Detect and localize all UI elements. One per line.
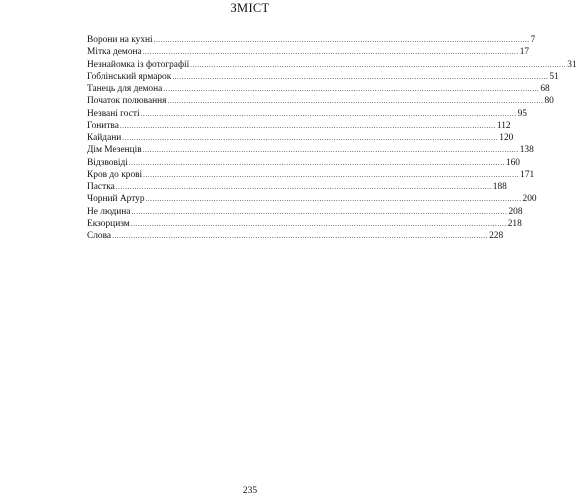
toc-entry bbox=[87, 181, 507, 193]
toc-entry-page: 188 bbox=[492, 182, 507, 192]
toc-entry bbox=[87, 95, 554, 107]
toc-leader-dots: ................................................................................................................................................................ bbox=[153, 36, 530, 44]
toc-entry-page: 228 bbox=[489, 231, 504, 241]
toc-entry bbox=[87, 59, 577, 71]
toc-entry-page: 17 bbox=[519, 47, 530, 58]
toc-entry-title: Початок полювання bbox=[87, 96, 167, 107]
toc-entry-title: Дім Мезенців bbox=[87, 145, 142, 156]
toc-entry-title: Мітка демона bbox=[87, 47, 142, 58]
toc-entry-title: Кров до крові bbox=[87, 169, 143, 180]
contents-heading: ЗМІСТ bbox=[230, 1, 270, 15]
toc-leader-dots: ................................................................................................................................................................ bbox=[140, 109, 517, 118]
toc-entry bbox=[87, 193, 537, 205]
page-number: 235 bbox=[242, 486, 258, 496]
toc-entry bbox=[87, 83, 550, 95]
toc-leader-dots: ................................................................................................................................................................ bbox=[145, 195, 522, 204]
toc-leader-dots: ................................................................................................................................................................ bbox=[172, 72, 549, 81]
toc-entry-title: Слова bbox=[87, 231, 112, 241]
toc-leader-dots: ................................................................................................................................................................ bbox=[142, 48, 519, 57]
toc-entry-page: 31 bbox=[567, 59, 577, 70]
toc-entry bbox=[87, 46, 530, 58]
toc-entry-title: Не людина bbox=[87, 206, 131, 217]
toc-leader-dots: ................................................................................................................................................................ bbox=[142, 146, 519, 155]
toc-entry-page: 120 bbox=[499, 133, 514, 143]
toc-entry-title: Гоблінський ярмарок bbox=[87, 71, 172, 82]
toc-leader-dots: ................................................................................................................................................................ bbox=[115, 183, 492, 191]
toc-entry bbox=[87, 120, 511, 132]
toc-entry-page: 68 bbox=[540, 84, 550, 94]
toc-entry-page: 160 bbox=[505, 157, 520, 168]
toc-entry-page: 208 bbox=[508, 206, 523, 217]
toc-entry-page: 200 bbox=[522, 194, 537, 205]
toc-leader-dots: ................................................................................................................................................................ bbox=[163, 85, 540, 93]
toc-entry-title: Кайдани bbox=[87, 133, 122, 143]
toc-entry-title: Незвані гості bbox=[87, 108, 140, 119]
toc-entry bbox=[87, 34, 536, 46]
toc-entry-title: Екзорцизм bbox=[87, 218, 130, 229]
toc-entry-title: Чорний Артур bbox=[87, 194, 145, 205]
toc-entry-title: Танець для демона bbox=[87, 84, 163, 94]
toc-leader-dots: ................................................................................................................................................................ bbox=[122, 134, 499, 142]
toc-entry-page: 112 bbox=[496, 120, 511, 131]
toc-entry-page: 138 bbox=[519, 145, 534, 156]
toc-leader-dots: ................................................................................................................................................................ bbox=[167, 97, 544, 106]
toc-leader-dots: ................................................................................................................................................................ bbox=[112, 232, 489, 240]
toc-leader-dots: ................................................................................................................................................................ bbox=[143, 170, 520, 179]
toc-entry-page: 171 bbox=[520, 169, 535, 180]
toc-entry-title: Пастка bbox=[87, 182, 115, 192]
toc-leader-dots: ................................................................................................................................................................ bbox=[131, 207, 508, 216]
toc-entry bbox=[87, 108, 527, 120]
toc-entry-title: Незнайомка із фотографії bbox=[87, 59, 190, 70]
toc-entry-page: 7 bbox=[530, 35, 536, 45]
toc-entry-page: 218 bbox=[507, 218, 522, 229]
toc-leader-dots: ................................................................................................................................................................ bbox=[130, 219, 507, 228]
toc-entry-title: Відзвовіді bbox=[87, 157, 128, 168]
table-of-contents bbox=[87, 34, 577, 242]
toc-entry-page: 51 bbox=[549, 71, 559, 82]
toc-entry-title: Ворони на кухні bbox=[87, 35, 153, 45]
toc-entry-page: 95 bbox=[517, 108, 527, 119]
toc-entry bbox=[87, 169, 535, 181]
toc-entry-title: Гонитва bbox=[87, 120, 119, 131]
toc-entry bbox=[87, 71, 559, 83]
toc-entry bbox=[87, 132, 514, 144]
toc-entry-page: 80 bbox=[544, 96, 554, 107]
toc-entry bbox=[87, 157, 520, 169]
toc-leader-dots: ................................................................................................................................................................ bbox=[119, 121, 496, 130]
toc-leader-dots: ................................................................................................................................................................ bbox=[128, 158, 505, 167]
toc-leader-dots: ................................................................................................................................................................ bbox=[190, 60, 567, 69]
toc-entry bbox=[87, 230, 504, 242]
toc-entry bbox=[87, 218, 522, 230]
toc-entry bbox=[87, 206, 523, 218]
toc-entry bbox=[87, 144, 534, 156]
